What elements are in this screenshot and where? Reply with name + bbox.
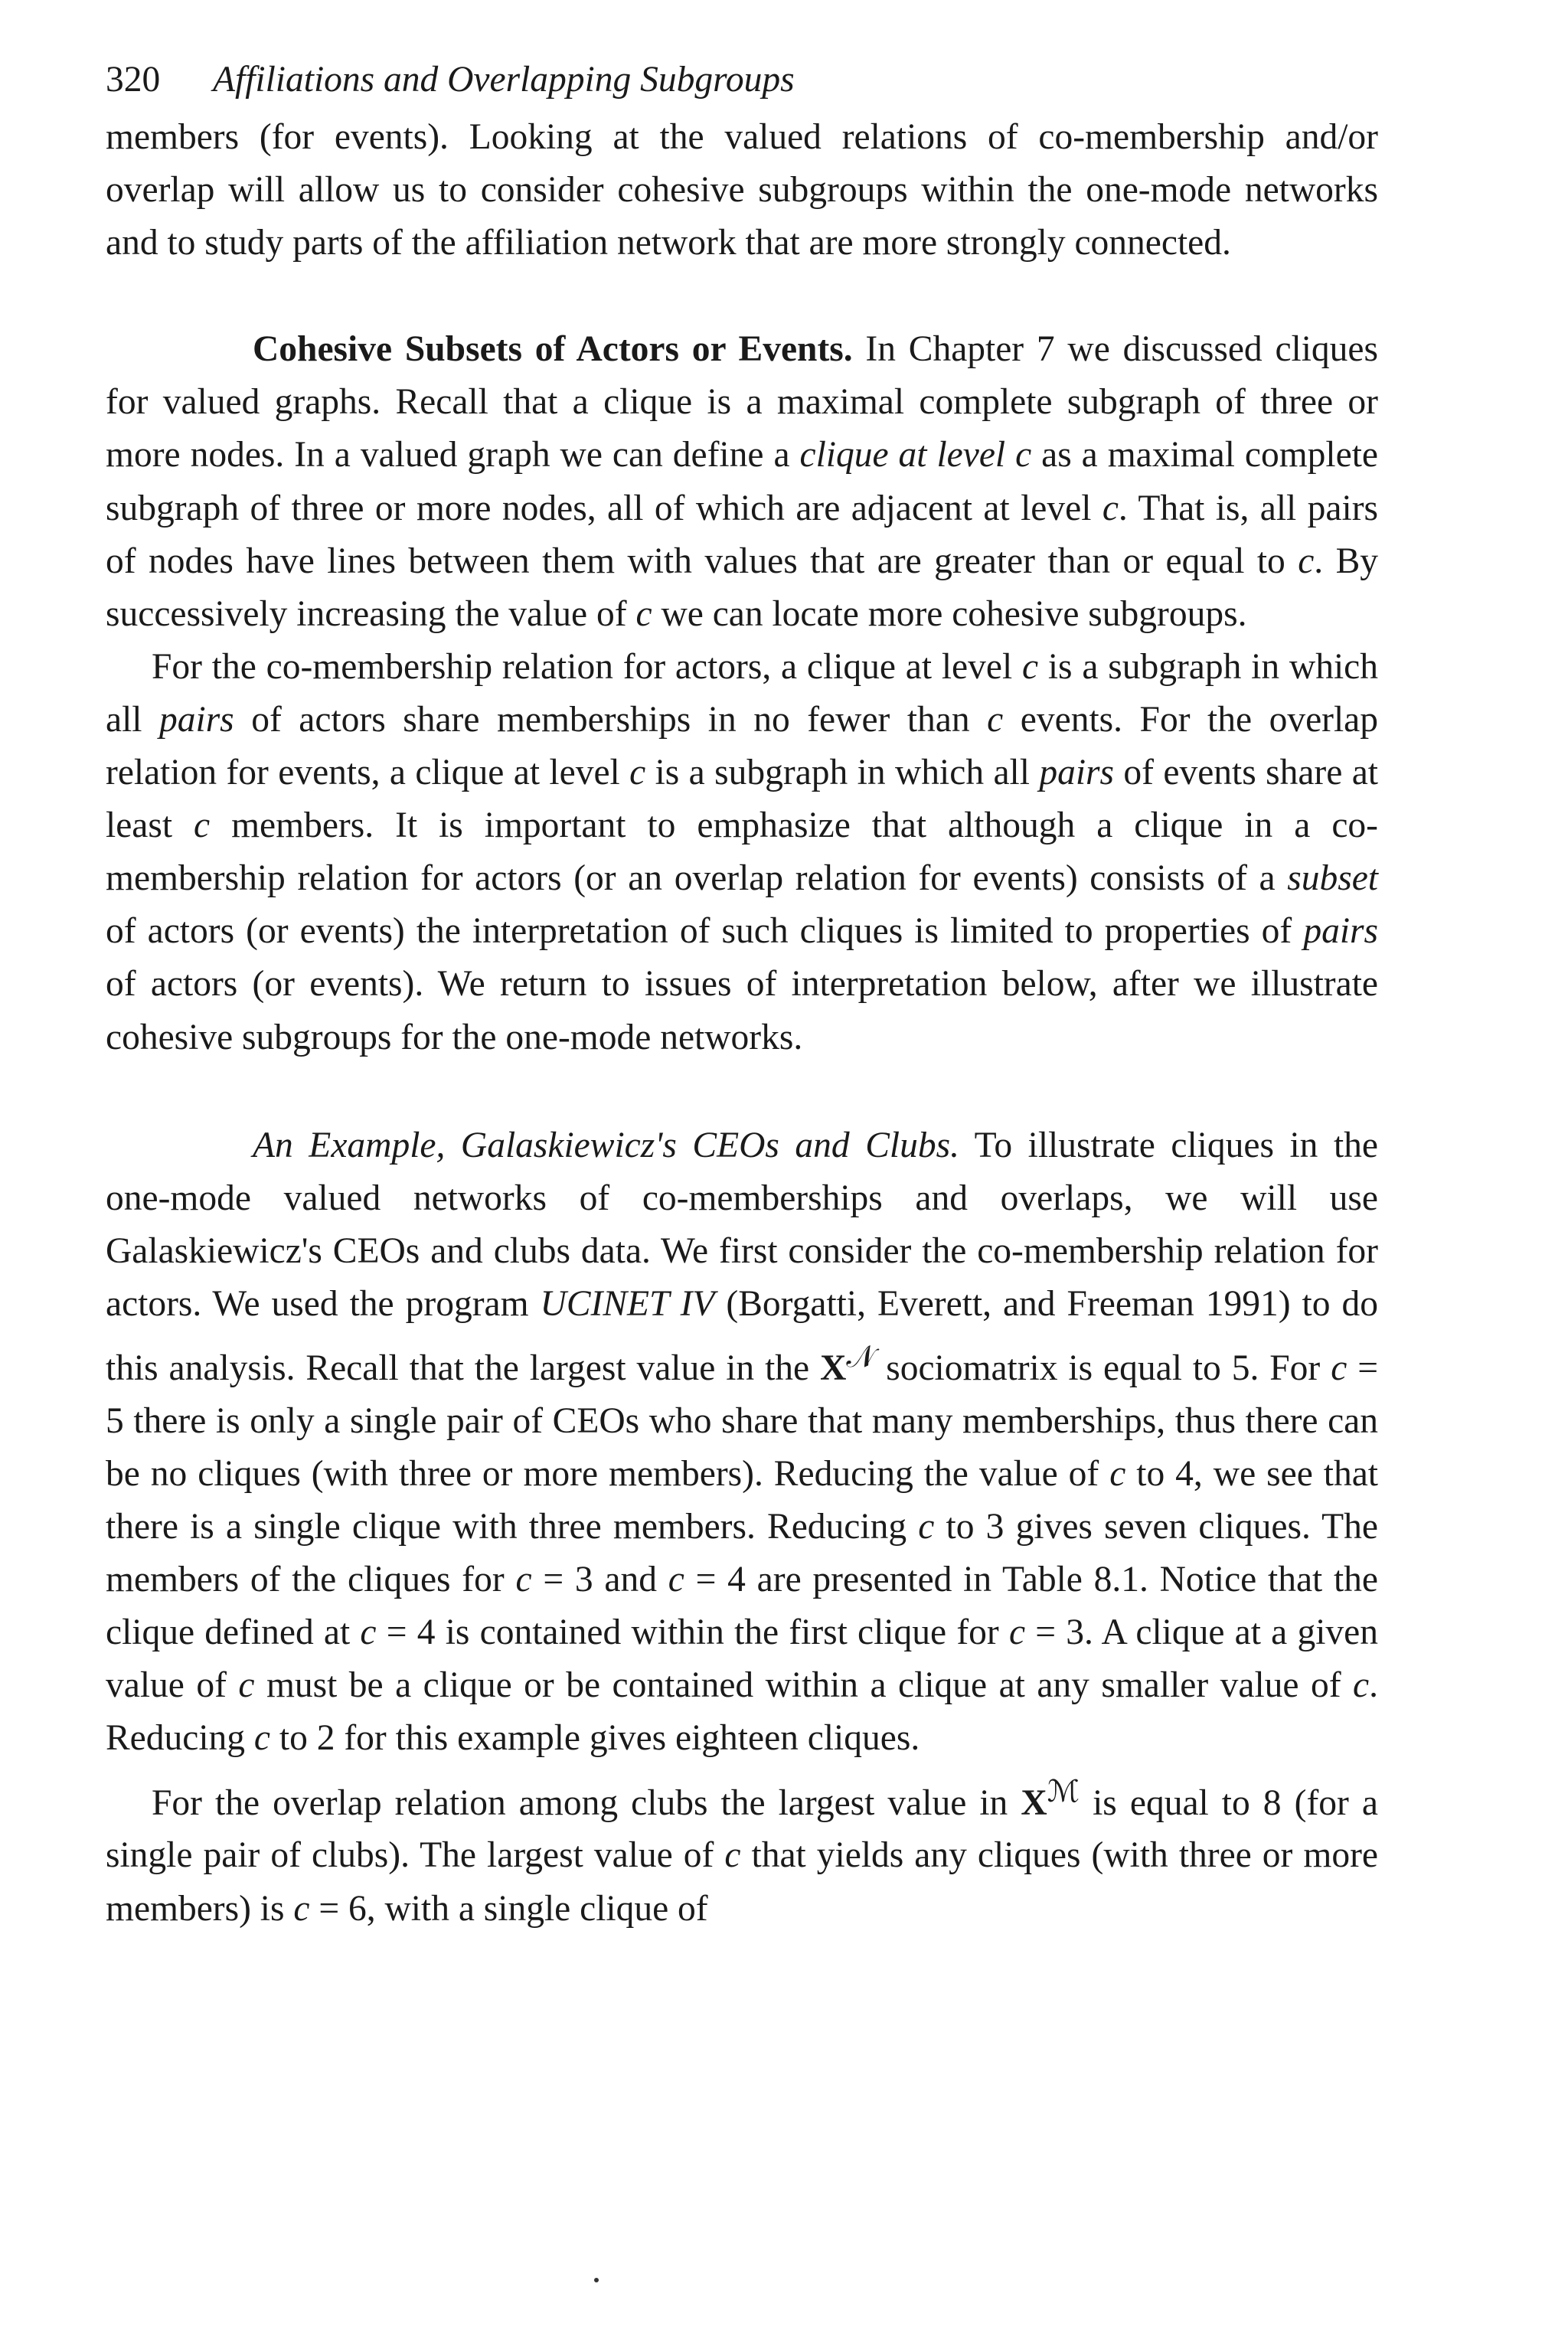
paragraph-cohesive-subsets: Cohesive Subsets of Actors or Events. In Chapter 7 we discussed cliques for valued graphs. Recall that a clique is a maximal complete subgraph of three or more nodes. In a valued graph we can define a clique at level c as a maximal complete subgraph of three or more nodes, all of which are adjacent at level c. That is, all pairs of nodes have lines between them with values that are greater than or equal to c. By successively increasing the value of c we can locate more cohesive subgroups.: [106, 329, 1379, 634]
matrix-symbol: X: [1021, 1782, 1047, 1823]
page-number: 320: [106, 60, 161, 100]
term-clique-at-level-c: clique at level c: [799, 435, 1032, 475]
section-heading-cohesive-subsets: Cohesive Subsets of Actors or Events.: [253, 329, 853, 370]
book-page: [106, 54, 1378, 1936]
section-heading-example: An Example, Galaskiewicz's CEOs and Clubs.: [253, 1125, 959, 1165]
print-speck: [594, 2278, 599, 2282]
paragraph-intro: members (for events). Looking at the valued relations of co-membership and/or overlap will allow us to consider cohesive subgroups within the one-mode networks and to study parts of the affiliation network that are more strongly connected.: [106, 117, 1378, 263]
running-header: [106, 54, 1378, 106]
paragraph-co-membership: For the co-membership relation for actors, a clique at level c is a subgraph in which all pairs of actors share memberships in no fewer than c events. For the overlap relation for events, a clique at level c is a subgraph in which all pairs of events share at least c members. It is important to emphasize that although a clique in a co-membership relation for actors (or an overlap relation for events) consists of a subset of actors (or events) the interpretation of such cliques is limited to properties of pairs of actors (or events). We return to issues of interpretation below, after we illustrate cohesive subgroups for the one-mode networks.: [106, 646, 1379, 1057]
paragraph-overlap-clubs: For the overlap relation among clubs the largest value in $X^ℳ$ is equal to 8 (for a single pair of clubs). The largest value of c that yields any cliques (with three or more members) is c = 6, with a single clique of: [106, 1774, 1378, 1929]
paragraph-example-ceos-clubs: An Example, Galaskiewicz's CEOs and Clubs. To illustrate cliques in the one-mode valued networks of co-memberships and overlaps, we will use Galaskiewicz's CEOs and clubs data. We first consider the co-membership relation for actors. We used the program UCINET IV (Borgatti, Everett, and Freeman 1991) to do this analysis. Recall that the largest value in the $X^𝒩$ sociomatrix is equal to 5. For c = 5 there is only a single pair of CEOs who share that many memberships, thus there can be no cliques (with three or more members). Reducing the value of c to 4, we see that there is a single clique with three members. Reducing c to 3 gives seven cliques. The members of the cliques for c = 3 and c = 4 are presented in Table 8.1. Notice that the clique defined at c = 4 is contained within the first clique for c = 3. A clique at a given value of c must be a clique or be contained within a clique at any smaller value of c. Reducing c to 2 for this example gives eighteen cliques.: [106, 1125, 1379, 1759]
program-name: UCINET IV: [540, 1283, 715, 1324]
running-title: Affiliations and Overlapping Subgroups: [213, 60, 795, 100]
matrix-symbol: X: [820, 1348, 847, 1388]
